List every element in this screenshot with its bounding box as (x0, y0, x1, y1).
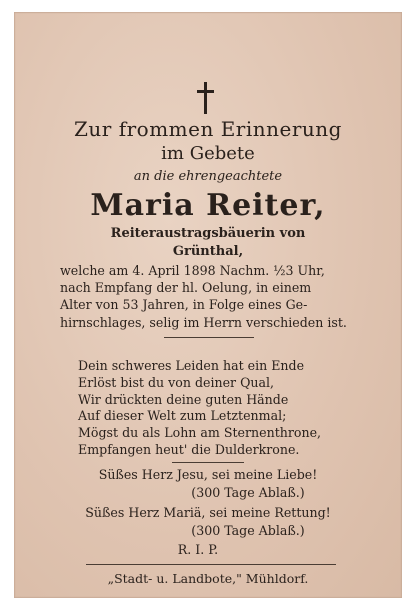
title-line-1: Zur frommen Erinnerung (74, 117, 342, 141)
prayer-jesus-indulgence: (300 Tage Ablaß.) (191, 485, 305, 500)
divider (164, 337, 254, 338)
prayer-jesus: Süßes Herz Jesu, sei meine Liebe! (98, 467, 318, 482)
verse-line: Mögst du als Lohn am Sternenthrone, (78, 425, 322, 441)
obituary-line: Alter von 53 Jahren, in Folge eines Ge- (60, 297, 308, 313)
verse-line: Auf dieser Welt zum Letztenmal; (78, 408, 287, 424)
role-line-2: Grünthal, (172, 244, 244, 259)
rip: R. I. P. (177, 542, 219, 557)
verse-line: Empfangen heut' die Dulderkrone. (78, 441, 300, 457)
dedication: an die ehrengeachtete (133, 169, 283, 184)
verse-line: Wir drückten deine guten Hände (78, 391, 289, 407)
verse (78, 358, 368, 459)
obituary-line: nach Empfang der hl. Oelung, in einem (60, 280, 312, 296)
prayer-mary-indulgence: (300 Tage Ablaß.) (191, 523, 305, 538)
obituary-text (60, 262, 370, 331)
divider (172, 462, 244, 463)
cross-icon (196, 82, 216, 114)
prayer-mary: Süßes Herz Mariä, sei meine Rettung! (85, 505, 331, 520)
deceased-role (14, 225, 402, 261)
deceased-name: Maria Reiter, (90, 188, 326, 223)
obituary-line: hirnschlages, selig im Herrn verschieden ist. (60, 314, 347, 330)
role-line-1: Reiteraustragsbäuerin von (110, 226, 306, 241)
verse-line: Dein schweres Leiden hat ein Ende (78, 358, 305, 373)
prayer-card (14, 12, 402, 598)
printer-imprint: „Stadt- u. Landbote," Mühldorf. (107, 571, 309, 586)
verse-line: Erlöst bist du von deiner Qual, (78, 374, 275, 390)
obituary-line: welche am 4. April 1898 Nachm. ½3 Uhr, (60, 263, 325, 278)
title-line-2: im Gebete (161, 143, 255, 164)
divider (86, 564, 336, 565)
